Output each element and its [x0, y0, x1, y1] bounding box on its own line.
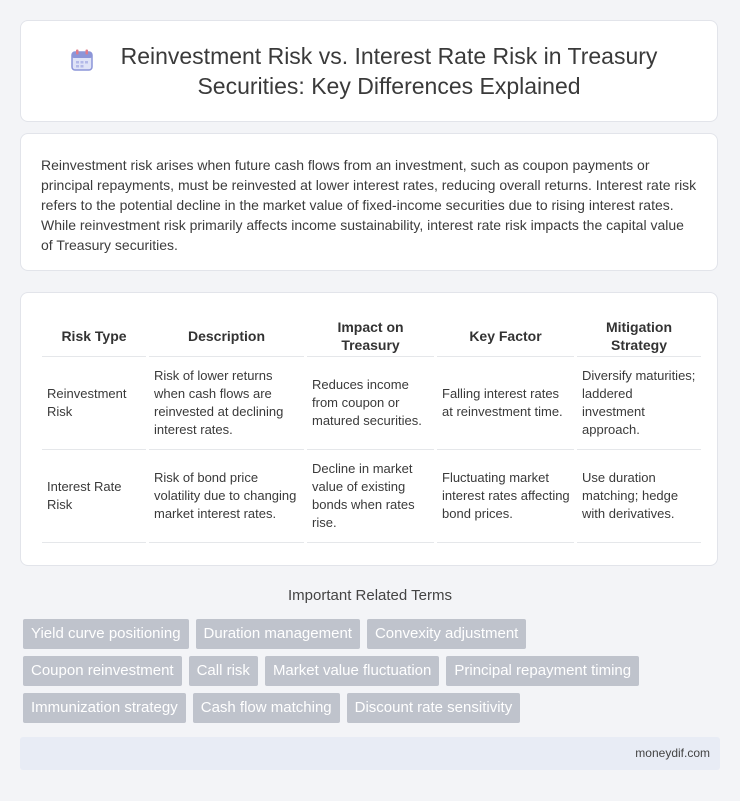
comparison-table	[39, 312, 704, 543]
cell-risk-type: Interest Rate Risk	[42, 450, 146, 543]
term-tag[interactable]: Market value fluctuation	[265, 656, 439, 686]
intro-paragraph: Reinvestment risk arises when future cash flows from an investment, such as coupon payments or principal repayments, must be reinvested at lower interest rates, reducing overall returns. Interest rate risk refers to the potential decline in the market value of fixed-income securities due to rising interest rates. While reinvestment risk primarily affects income sustainability, interest rate risk impacts the capital value of Treasury securities.	[41, 157, 697, 253]
term-tag[interactable]: Coupon reinvestment	[23, 656, 182, 686]
footer	[20, 737, 720, 770]
header-impact: Impact on Treasury	[307, 312, 434, 357]
term-row	[23, 619, 723, 649]
cell-impact: Decline in market value of existing bonds when rates rise.	[307, 450, 434, 543]
table-header-row	[42, 312, 701, 357]
term-tag[interactable]: Principal repayment timing	[446, 656, 639, 686]
term-tag[interactable]: Convexity adjustment	[367, 619, 526, 649]
calendar-icon	[69, 47, 95, 73]
related-terms-list	[23, 619, 723, 730]
cell-description: Risk of bond price volatility due to changing market interest rates.	[149, 450, 304, 543]
cell-key-factor: Fluctuating market interest rates affecting bond prices.	[437, 450, 574, 543]
intro-card	[20, 133, 718, 271]
cell-mitigation: Diversify maturities; laddered investment approach.	[577, 357, 701, 450]
term-row	[23, 693, 723, 723]
cell-mitigation: Use duration matching; hedge with derivatives.	[577, 450, 701, 543]
cell-impact: Reduces income from coupon or matured securities.	[307, 357, 434, 450]
term-tag[interactable]: Yield curve positioning	[23, 619, 189, 649]
header-description: Description	[149, 312, 304, 357]
table-row	[42, 357, 701, 450]
term-tag[interactable]: Immunization strategy	[23, 693, 186, 723]
header-mitigation: Mitigation Strategy	[577, 312, 701, 357]
term-tag[interactable]: Call risk	[189, 656, 258, 686]
term-row	[23, 656, 723, 686]
header-key-factor: Key Factor	[437, 312, 574, 357]
related-terms-title: Important Related Terms	[288, 587, 452, 604]
term-tag[interactable]: Duration management	[196, 619, 360, 649]
page-title: Reinvestment Risk vs. Interest Rate Risk in Treasury Securities: Key Differences Explained	[120, 43, 658, 99]
footer-site[interactable]: moneydif.com	[635, 746, 710, 760]
cell-key-factor: Falling interest rates at reinvestment time.	[437, 357, 574, 450]
term-tag[interactable]: Discount rate sensitivity	[347, 693, 521, 723]
cell-risk-type: Reinvestment Risk	[42, 357, 146, 450]
term-tag[interactable]: Cash flow matching	[193, 693, 340, 723]
header-risk-type: Risk Type	[42, 312, 146, 357]
cell-description: Risk of lower returns when cash flows are reinvested at declining interest rates.	[149, 357, 304, 450]
comparison-table-card	[20, 292, 718, 566]
title-card	[20, 20, 718, 122]
table-row	[42, 450, 701, 543]
